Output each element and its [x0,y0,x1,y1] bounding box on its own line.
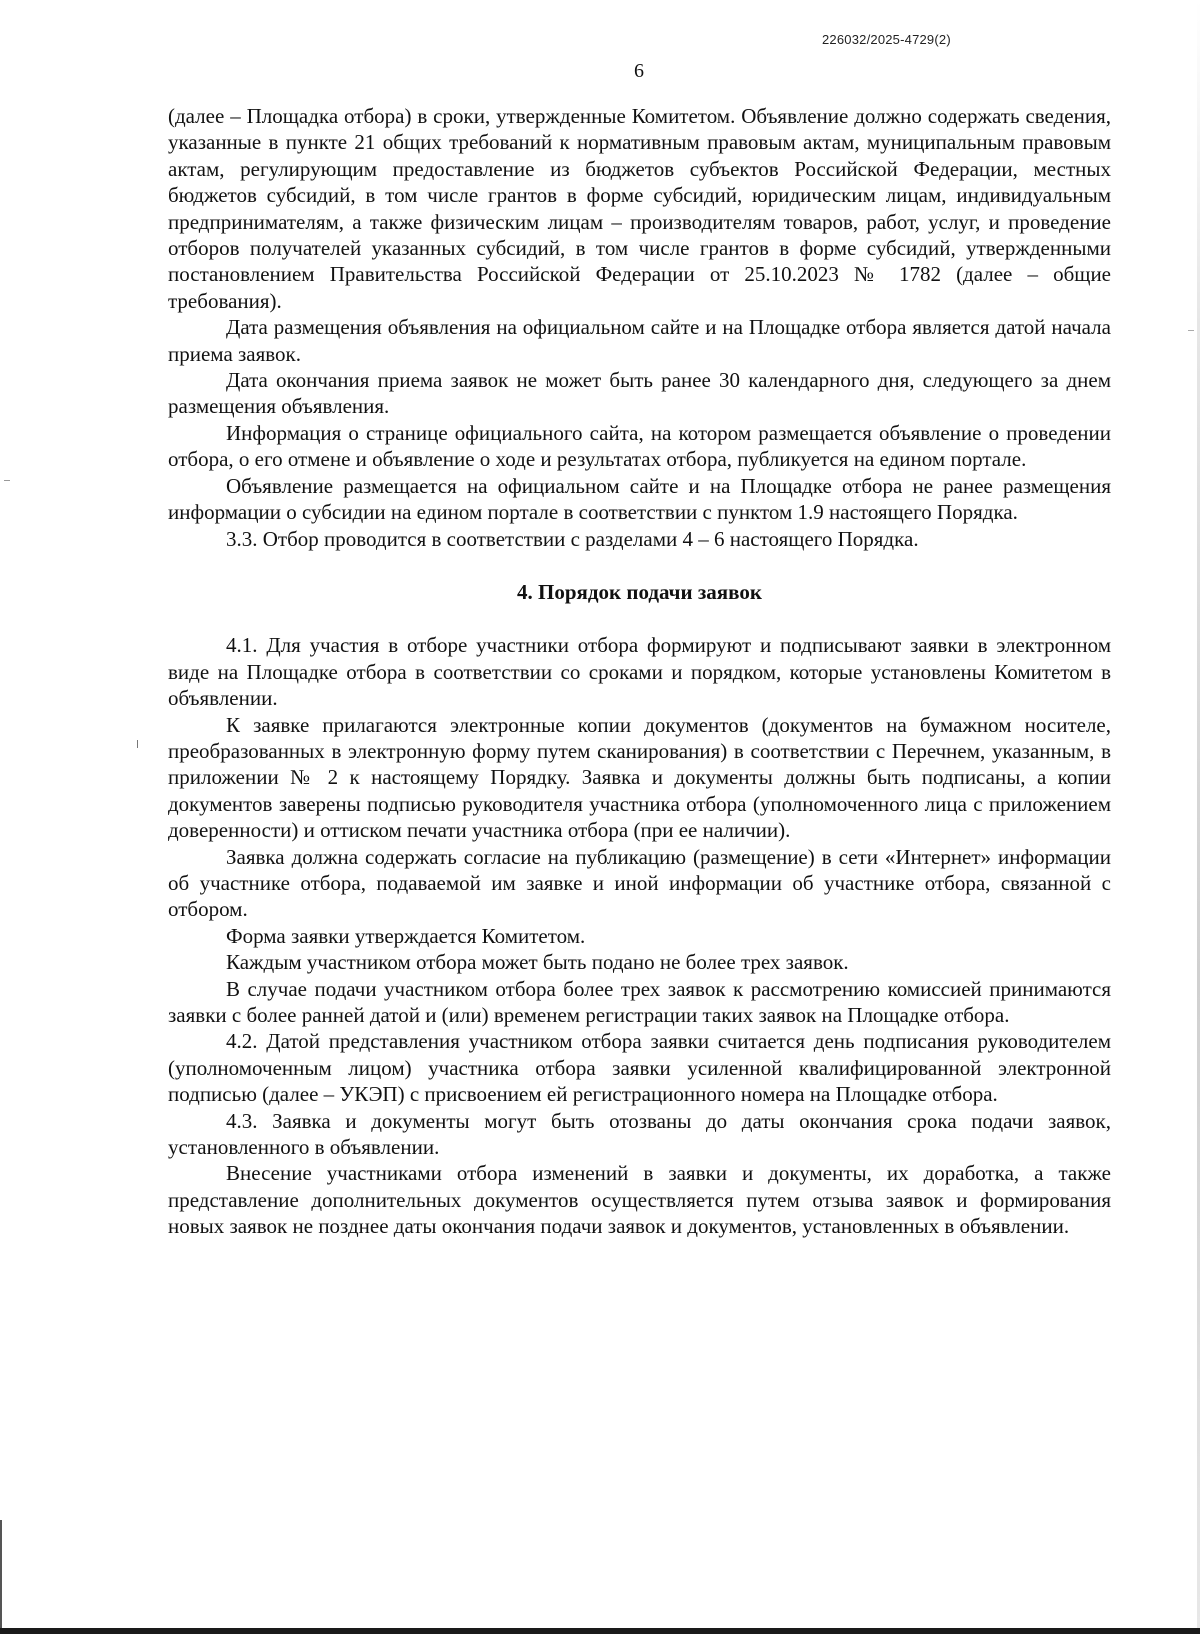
document-number: 226032/2025-4729(2) [822,32,951,47]
paragraph: В случае подачи участником отбора более трех заявок к рассмотрению комиссией принимаются заявки с более ранней датой и (или) временем регистрации таких заявок на Площадке отбора. [168,976,1111,1027]
page-number: 6 [634,60,644,82]
scan-artifact [4,480,10,481]
paragraph: Объявление размещается на официальном сайте и на Площадке отбора не ранее размещения информации о субсидии на едином портале в соответствии с пунктом 1.9 настоящего Порядка. [168,473,1111,525]
section-heading: 4. Порядок подачи заявок [517,579,762,604]
scan-artifact [1188,330,1194,331]
paragraph: 4.1. Для участия в отборе участники отбора формируют и подписывают заявки в электронном виде на Площадке отбора в соответствии со сроками и порядком, которые установлены Комитетом в объявлении. [168,633,1111,711]
scan-artifact [137,740,138,748]
paragraph: Заявка должна содержать согласие на публикацию (размещение) в сети «Интернет» информации об участнике отбора, подаваемой им заявке и иной информации об участнике отбора, связанной с отбором. [168,844,1111,922]
paragraph: 4.3. Заявка и документы могут быть отозваны до даты окончания срока подачи заявок, установленного в объявлении. [168,1108,1111,1160]
paragraph: 3.3. Отбор проводится в соответствии с разделами 4 – 6 настоящего Порядка. [226,526,919,551]
paragraph: Дата размещения объявления на официальном сайте и на Площадке отбора является датой начала приема заявок. [168,315,1111,366]
paragraph: Информация о странице официального сайта, на котором размещается объявление о проведении отбора, о его отмене и объявление о ходе и результатах отбора, публикуется на едином портале. [168,420,1111,472]
paragraph: Каждым участником отбора может быть подано не более трех заявок. [226,950,849,975]
scan-edge [0,1628,1200,1634]
paragraph: Форма заявки утверждается Комитетом. [226,923,586,948]
scan-edge [0,1520,2,1634]
paragraph: К заявке прилагаются электронные копии документов (документов на бумажном носителе, преобразованных в электронную форму путем сканирования) в соответствии с Перечнем, указанным, в приложении № 2 к настоящему Порядку. Заявка и документы должны быть подписаны, а копии документов заверены подписью руководителя участника отбора (уполномоченного лица с приложением доверенности) и оттиском печати участника отбора (при ее наличии). [168,712,1111,843]
document-body [168,103,1111,1240]
paragraph: Внесение участниками отбора изменений в заявки и документы, их доработка, а также представление дополнительных документов осуществляется путем отзыва заявок и формирования новых заявок не позднее даты окончания подачи заявок и документов, установленных в объявлении. [168,1161,1111,1239]
paragraph: Дата окончания приема заявок не может быть ранее 30 календарного дня, следующего за днем размещения объявления. [168,368,1111,419]
paragraph: (далее – Площадка отбора) в сроки, утвержденные Комитетом. Объявление должно содержать сведения, указанные в пункте 21 общих требований к нормативным правовым актам, муниципальным правовым актам, регулирующим предоставление из бюджетов субъектов Российской Федерации, местных бюджетов субсидий, в том числе грантов в форме субсидий, юридическим лицам, индивидуальным предпринимателям, а также физическим лицам – производителям товаров, работ, услуг, и проведение отборов получателей указанных субсидий, в том числе грантов в форме субсидий, утвержденными постановлением Правительства Российской Федерации от 25.10.2023 № 1782 (далее – общие требования). [168,104,1111,313]
paragraph: 4.2. Датой представления участником отбора заявки считается день подписания руководителем (уполномоченным лицом) участника отбора заявки усиленной квалифицированной электронной подписью (далее – УКЭП) с присвоением ей регистрационного номера на Площадке отбора. [168,1029,1111,1107]
